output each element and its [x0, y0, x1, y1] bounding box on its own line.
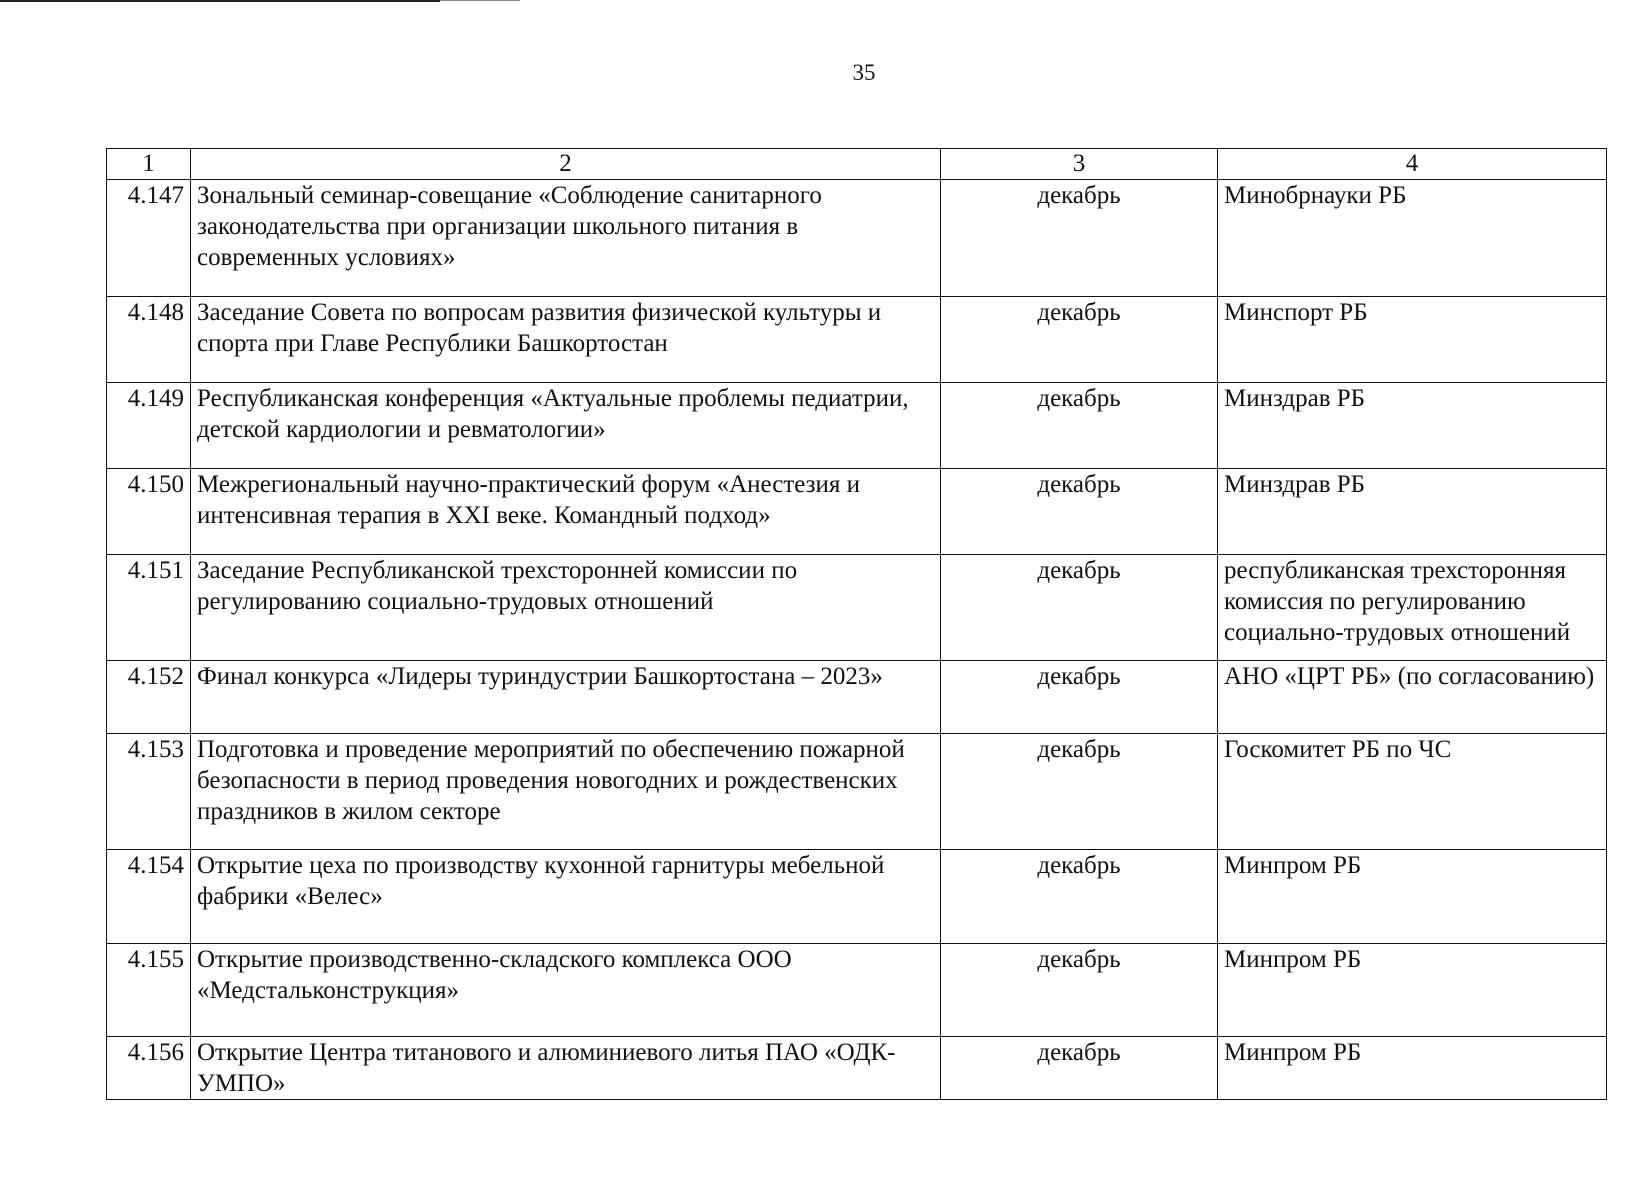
- column-header-4: 4: [1218, 149, 1607, 180]
- table-row: [107, 469, 1607, 555]
- event-title: Межрегиональный научно-практический форум «Анестезия и интенсивная терапия в XXI веке. Командный подход»: [191, 469, 941, 555]
- scan-artifact-line: [440, 0, 520, 1]
- event-date: декабрь: [941, 383, 1218, 469]
- events-table: [106, 148, 1607, 1100]
- event-title: Заседание Совета по вопросам развития физической культуры и спорта при Главе Республики Башкортостан: [191, 297, 941, 383]
- row-number: 4.154: [107, 850, 191, 944]
- event-title: Зональный семинар-совещание «Соблюдение санитарного законодательства при организации школьного питания в современных условиях»: [191, 180, 941, 297]
- event-responsible: Минпром РБ: [1218, 850, 1607, 944]
- event-title: Заседание Республиканской трехсторонней комиссии по регулированию социально-трудовых отношений: [191, 555, 941, 661]
- table-row: [107, 661, 1607, 734]
- event-responsible: Госкомитет РБ по ЧС: [1218, 734, 1607, 850]
- event-responsible: Минобрнауки РБ: [1218, 180, 1607, 297]
- table-row: [107, 180, 1607, 297]
- table-row: [107, 1037, 1607, 1100]
- table-row: [107, 850, 1607, 944]
- event-date: декабрь: [941, 1037, 1218, 1100]
- row-number: 4.153: [107, 734, 191, 850]
- event-responsible: Минпром РБ: [1218, 1037, 1607, 1100]
- event-title: Открытие цеха по производству кухонной гарнитуры мебельной фабрики «Велес»: [191, 850, 941, 944]
- table-header-row: [107, 149, 1607, 180]
- event-title: Финал конкурса «Лидеры туриндустрии Башкортостана – 2023»: [191, 661, 941, 734]
- table-row: [107, 297, 1607, 383]
- column-header-3: 3: [941, 149, 1218, 180]
- event-title: Открытие Центра титанового и алюминиевого литья ПАО «ОДК-УМПО»: [191, 1037, 941, 1100]
- event-date: декабрь: [941, 297, 1218, 383]
- event-responsible: Минпром РБ: [1218, 944, 1607, 1037]
- event-title: Республиканская конференция «Актуальные проблемы педиатрии, детской кардиологии и ревматологии»: [191, 383, 941, 469]
- event-responsible: АНО «ЦРТ РБ» (по согласованию): [1218, 661, 1607, 734]
- event-date: декабрь: [941, 734, 1218, 850]
- event-date: декабрь: [941, 555, 1218, 661]
- event-date: декабрь: [941, 180, 1218, 297]
- column-header-1: 1: [107, 149, 191, 180]
- row-number: 4.150: [107, 469, 191, 555]
- event-title: Подготовка и проведение мероприятий по обеспечению пожарной безопасности в период проведения новогодних и рождественских праздников в жилом секторе: [191, 734, 941, 850]
- row-number: 4.148: [107, 297, 191, 383]
- event-date: декабрь: [941, 661, 1218, 734]
- row-number: 4.147: [107, 180, 191, 297]
- table-row: [107, 555, 1607, 661]
- event-date: декабрь: [941, 850, 1218, 944]
- scan-artifact-line: [0, 0, 440, 2]
- event-responsible: республиканская трехсторонняя комиссия по регулированию социально-трудовых отношений: [1218, 555, 1607, 661]
- event-responsible: Минздрав РБ: [1218, 383, 1607, 469]
- page-number: 35: [852, 60, 876, 85]
- row-number: 4.152: [107, 661, 191, 734]
- table-row: [107, 383, 1607, 469]
- event-responsible: Минспорт РБ: [1218, 297, 1607, 383]
- table-row: [107, 734, 1607, 850]
- row-number: 4.149: [107, 383, 191, 469]
- row-number: 4.155: [107, 944, 191, 1037]
- column-header-2: 2: [191, 149, 941, 180]
- row-number: 4.156: [107, 1037, 191, 1100]
- event-date: декабрь: [941, 944, 1218, 1037]
- event-date: декабрь: [941, 469, 1218, 555]
- table-row: [107, 944, 1607, 1037]
- event-title: Открытие производственно-складского комплекса ООО «Медстальконструкция»: [191, 944, 941, 1037]
- event-responsible: Минздрав РБ: [1218, 469, 1607, 555]
- row-number: 4.151: [107, 555, 191, 661]
